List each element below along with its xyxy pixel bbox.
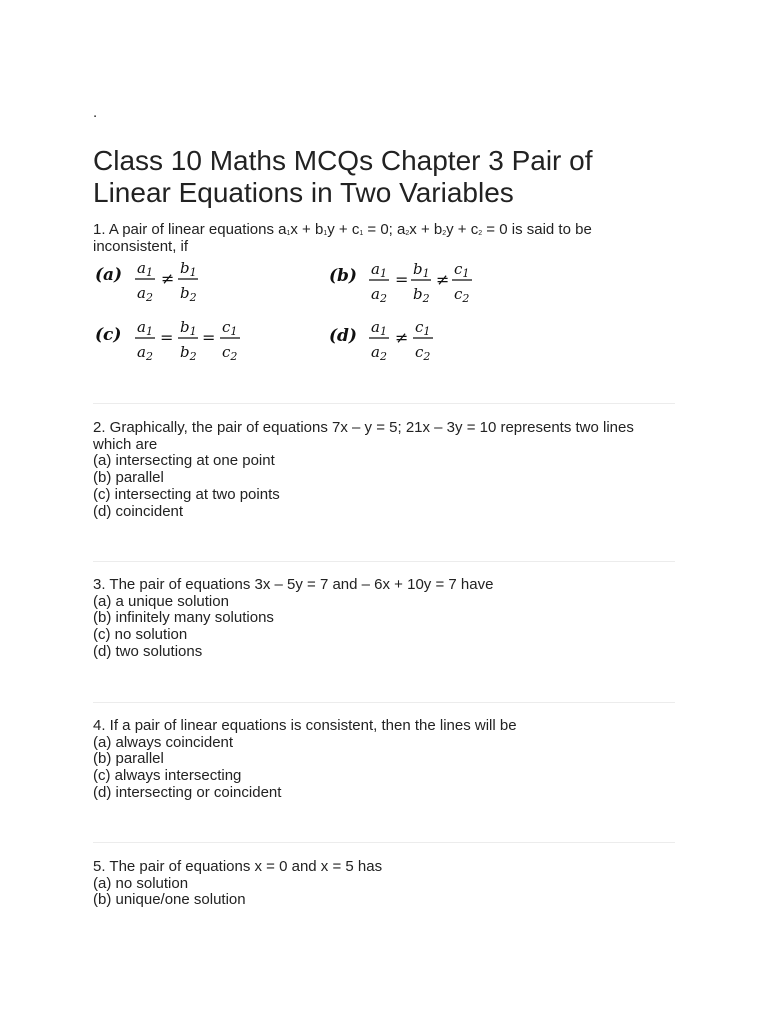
divider [93,702,675,703]
question-5 [93,859,675,909]
question-4-option-d: (d) intersecting or coincident [93,783,282,801]
question-4-option-a: (a) always coincident [93,733,234,751]
svg-text:≠: ≠ [161,269,175,288]
svg-text:b2: $b_2$ [180,343,197,363]
svg-text:a2: $a_2$ [371,285,387,305]
svg-text:c1: $c_1$ [454,260,470,280]
question-2 [93,420,675,520]
option-b-label: (b) [329,266,357,286]
question-3-text: 3. The pair of equations 3x – 5y = 7 and – 6x + 10y = 7 have [93,576,494,593]
option-c-label: (c) [95,325,122,345]
option-d-label: (d) [329,326,357,346]
question-5-text: 5. The pair of equations x = 0 and x = 5 has [93,858,383,875]
question-2-option-c: (c) intersecting at two points [93,485,280,503]
svg-text:c1: $c_1$ [415,318,431,338]
svg-text:a2: $a_2$ [137,343,153,363]
question-3-option-c: (c) no solution [93,626,188,644]
svg-text:b2: $b_2$ [180,284,197,304]
divider [93,842,675,843]
question-4-option-c: (c) always intersecting [93,767,242,785]
svg-text:=: = [202,328,216,347]
question-2-option-a: (a) intersecting at one point [93,452,275,470]
option-a-formula [95,259,198,304]
svg-text:a2: $a_2$ [371,343,387,363]
svg-text:a1: $a_1$ [371,318,387,338]
question-5-option-a: (a) no solution [93,874,189,892]
question-2-text: 2. Graphically, the pair of equations 7x – y = 5; 21x – 3y = 10 represents two lines which are [93,419,634,453]
page-title: Class 10 Maths MCQs Chapter 3 Pair of Linear Equations in Two Variables [93,145,593,208]
question-4-text: 4. If a pair of linear equations is consistent, then the lines will be [93,717,517,734]
question-3-option-b: (b) infinitely many solutions [93,609,274,627]
option-a-label: (a) [95,265,123,285]
question-3-option-a: (a) a unique solution [93,592,229,610]
svg-text:a2: $a_2$ [137,284,153,304]
svg-text:c2: $c_2$ [415,343,431,363]
divider [93,561,675,562]
svg-text:a1: $a_1$ [137,318,153,338]
question-4-option-b: (b) parallel [93,750,164,768]
svg-text:≠: ≠ [436,270,450,289]
svg-text:=: = [160,328,174,347]
option-c-formula [95,318,240,363]
question-4 [93,718,675,802]
question-1-text: 1. A pair of linear equations a1x + b1y + c1 = 0; a2x + b2y + c2 = 0 is said to be inconsistent, if [93,221,592,255]
question-1-options-image [93,256,493,368]
svg-text:a1: $a_1$ [137,259,153,279]
question-1 [93,222,675,255]
divider [93,403,675,404]
question-3-option-d: (d) two solutions [93,642,203,660]
question-2-option-b: (b) parallel [93,469,164,487]
leading-dot: . [93,104,98,121]
svg-text:b1: $b_1$ [180,259,197,279]
question-5-option-b: (b) unique/one solution [93,891,246,909]
svg-text:c2: $c_2$ [454,285,470,305]
svg-text:a1: $a_1$ [371,260,387,280]
question-2-option-d: (d) coincident [93,502,184,520]
svg-text:≠: ≠ [395,328,409,347]
svg-text:b1: $b_1$ [180,318,197,338]
svg-text:=: = [395,270,409,289]
question-3 [93,577,675,661]
svg-text:b1: $b_1$ [413,260,430,280]
svg-text:c2: $c_2$ [222,343,238,363]
option-d-formula [329,318,433,363]
svg-text:c1: $c_1$ [222,318,238,338]
option-b-formula [329,260,472,305]
svg-text:b2: $b_2$ [413,285,430,305]
